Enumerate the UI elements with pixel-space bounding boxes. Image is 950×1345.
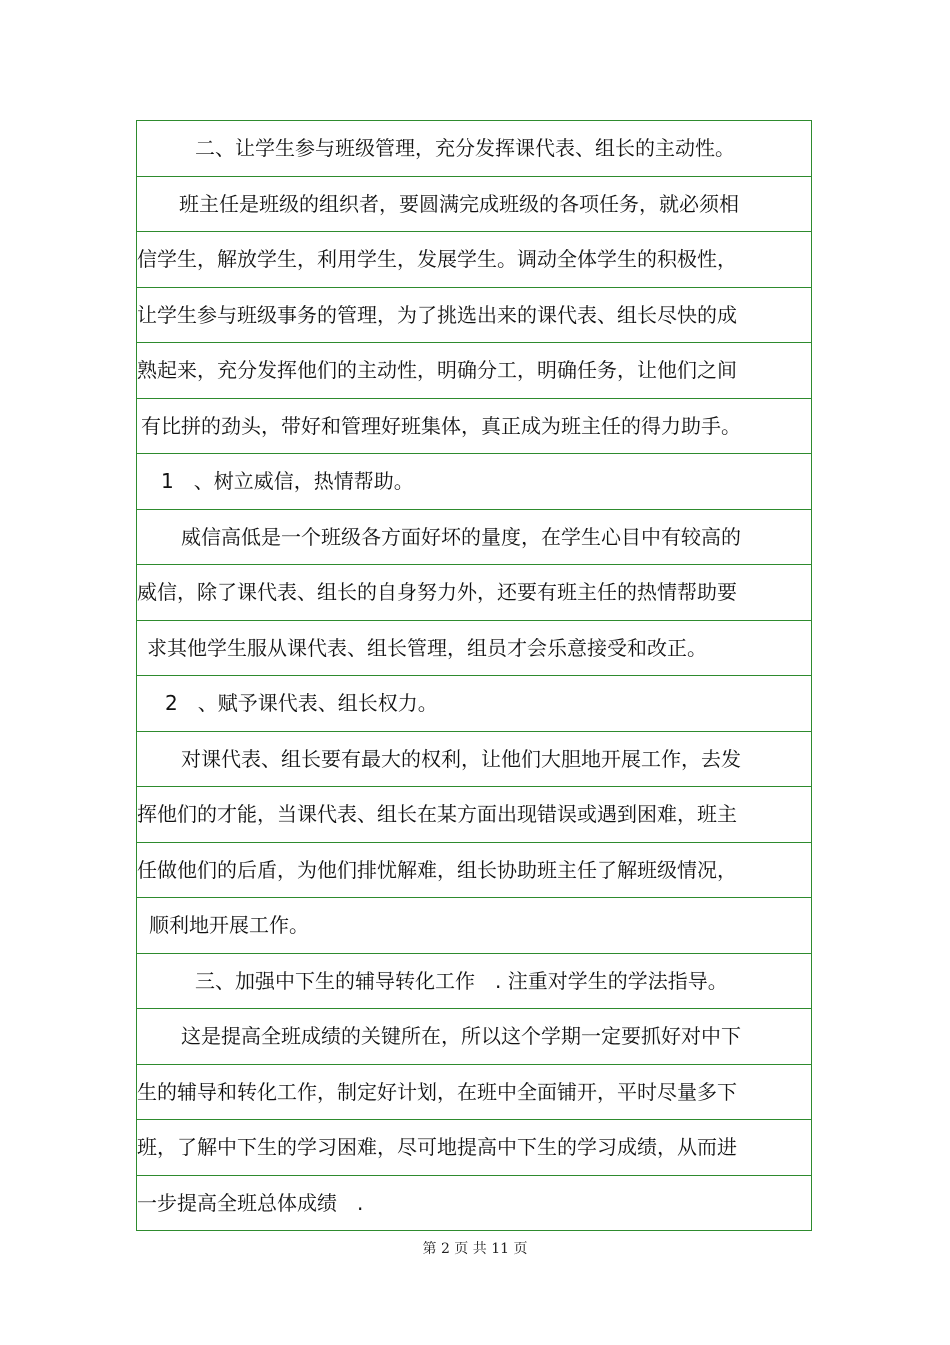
text-line — [137, 1176, 811, 1231]
text-line — [137, 676, 811, 732]
line-text: 信学生，解放学生，利用学生，发展学生。调动全体学生的积极性， — [137, 247, 737, 272]
page-number-label: 第 2 页 共 11 页 — [422, 1241, 528, 1257]
text-line — [137, 288, 811, 344]
page-footer — [0, 1238, 950, 1258]
text-line — [137, 399, 811, 455]
text-line — [137, 1120, 811, 1176]
text-line — [137, 898, 811, 954]
text-line — [137, 954, 811, 1010]
line-text: 班主任是班级的组织者，要圆满完成班级的各项任务，就必须相 — [179, 191, 739, 216]
text-line — [137, 732, 811, 788]
line-text: 顺利地开展工作。 — [149, 913, 309, 938]
line-text: 挥他们的才能，当课代表、组长在某方面出现错误或遇到困难，班主 — [137, 802, 737, 827]
line-text: 威信高低是一个班级各方面好坏的量度，在学生心目中有较高的 — [181, 524, 741, 549]
line-text: 熟起来，充分发挥他们的主动性，明确分工，明确任务，让他们之间 — [137, 358, 737, 383]
line-text: 1 、树立威信，热情帮助。 — [161, 469, 414, 494]
text-line — [137, 787, 811, 843]
line-text: 对课代表、组长要有最大的权利，让他们大胆地开展工作，去发 — [181, 746, 741, 771]
text-line — [137, 232, 811, 288]
line-text: 求其他学生服从课代表、组长管理，组员才会乐意接受和改正。 — [147, 635, 707, 660]
text-line — [137, 843, 811, 899]
text-line — [137, 454, 811, 510]
text-line — [137, 343, 811, 399]
line-text: 2 、赋予课代表、组长权力。 — [165, 691, 438, 716]
text-line — [137, 1065, 811, 1121]
text-line — [137, 177, 811, 233]
line-text: 三、加强中下生的辅导转化工作 . 注重对学生的学法指导。 — [195, 968, 728, 993]
line-text: 让学生参与班级事务的管理，为了挑选出来的课代表、组长尽快的成 — [137, 302, 737, 327]
line-text: 生的辅导和转化工作，制定好计划，在班中全面铺开，平时尽量多下 — [137, 1079, 737, 1104]
line-text: 这是提高全班成绩的关键所在，所以这个学期一定要抓好对中下 — [181, 1024, 741, 1049]
text-line — [137, 565, 811, 621]
line-text: 威信，除了课代表、组长的自身努力外，还要有班主任的热情帮助要 — [137, 580, 737, 605]
text-line — [137, 121, 811, 177]
text-line — [137, 510, 811, 566]
line-text: 任做他们的后盾，为他们排忧解难，组长协助班主任了解班级情况， — [137, 857, 737, 882]
line-text: 一步提高全班总体成绩 . — [137, 1190, 364, 1215]
text-line — [137, 1009, 811, 1065]
text-line — [137, 621, 811, 677]
line-text: 有比拼的劲头，带好和管理好班集体，真正成为班主任的得力助手。 — [141, 413, 741, 438]
line-text: 二、让学生参与班级管理，充分发挥课代表、组长的主动性。 — [195, 136, 735, 161]
document-table — [136, 120, 812, 1231]
line-text: 班，了解中下生的学习困难，尽可地提高中下生的学习成绩，从而进 — [137, 1135, 737, 1160]
